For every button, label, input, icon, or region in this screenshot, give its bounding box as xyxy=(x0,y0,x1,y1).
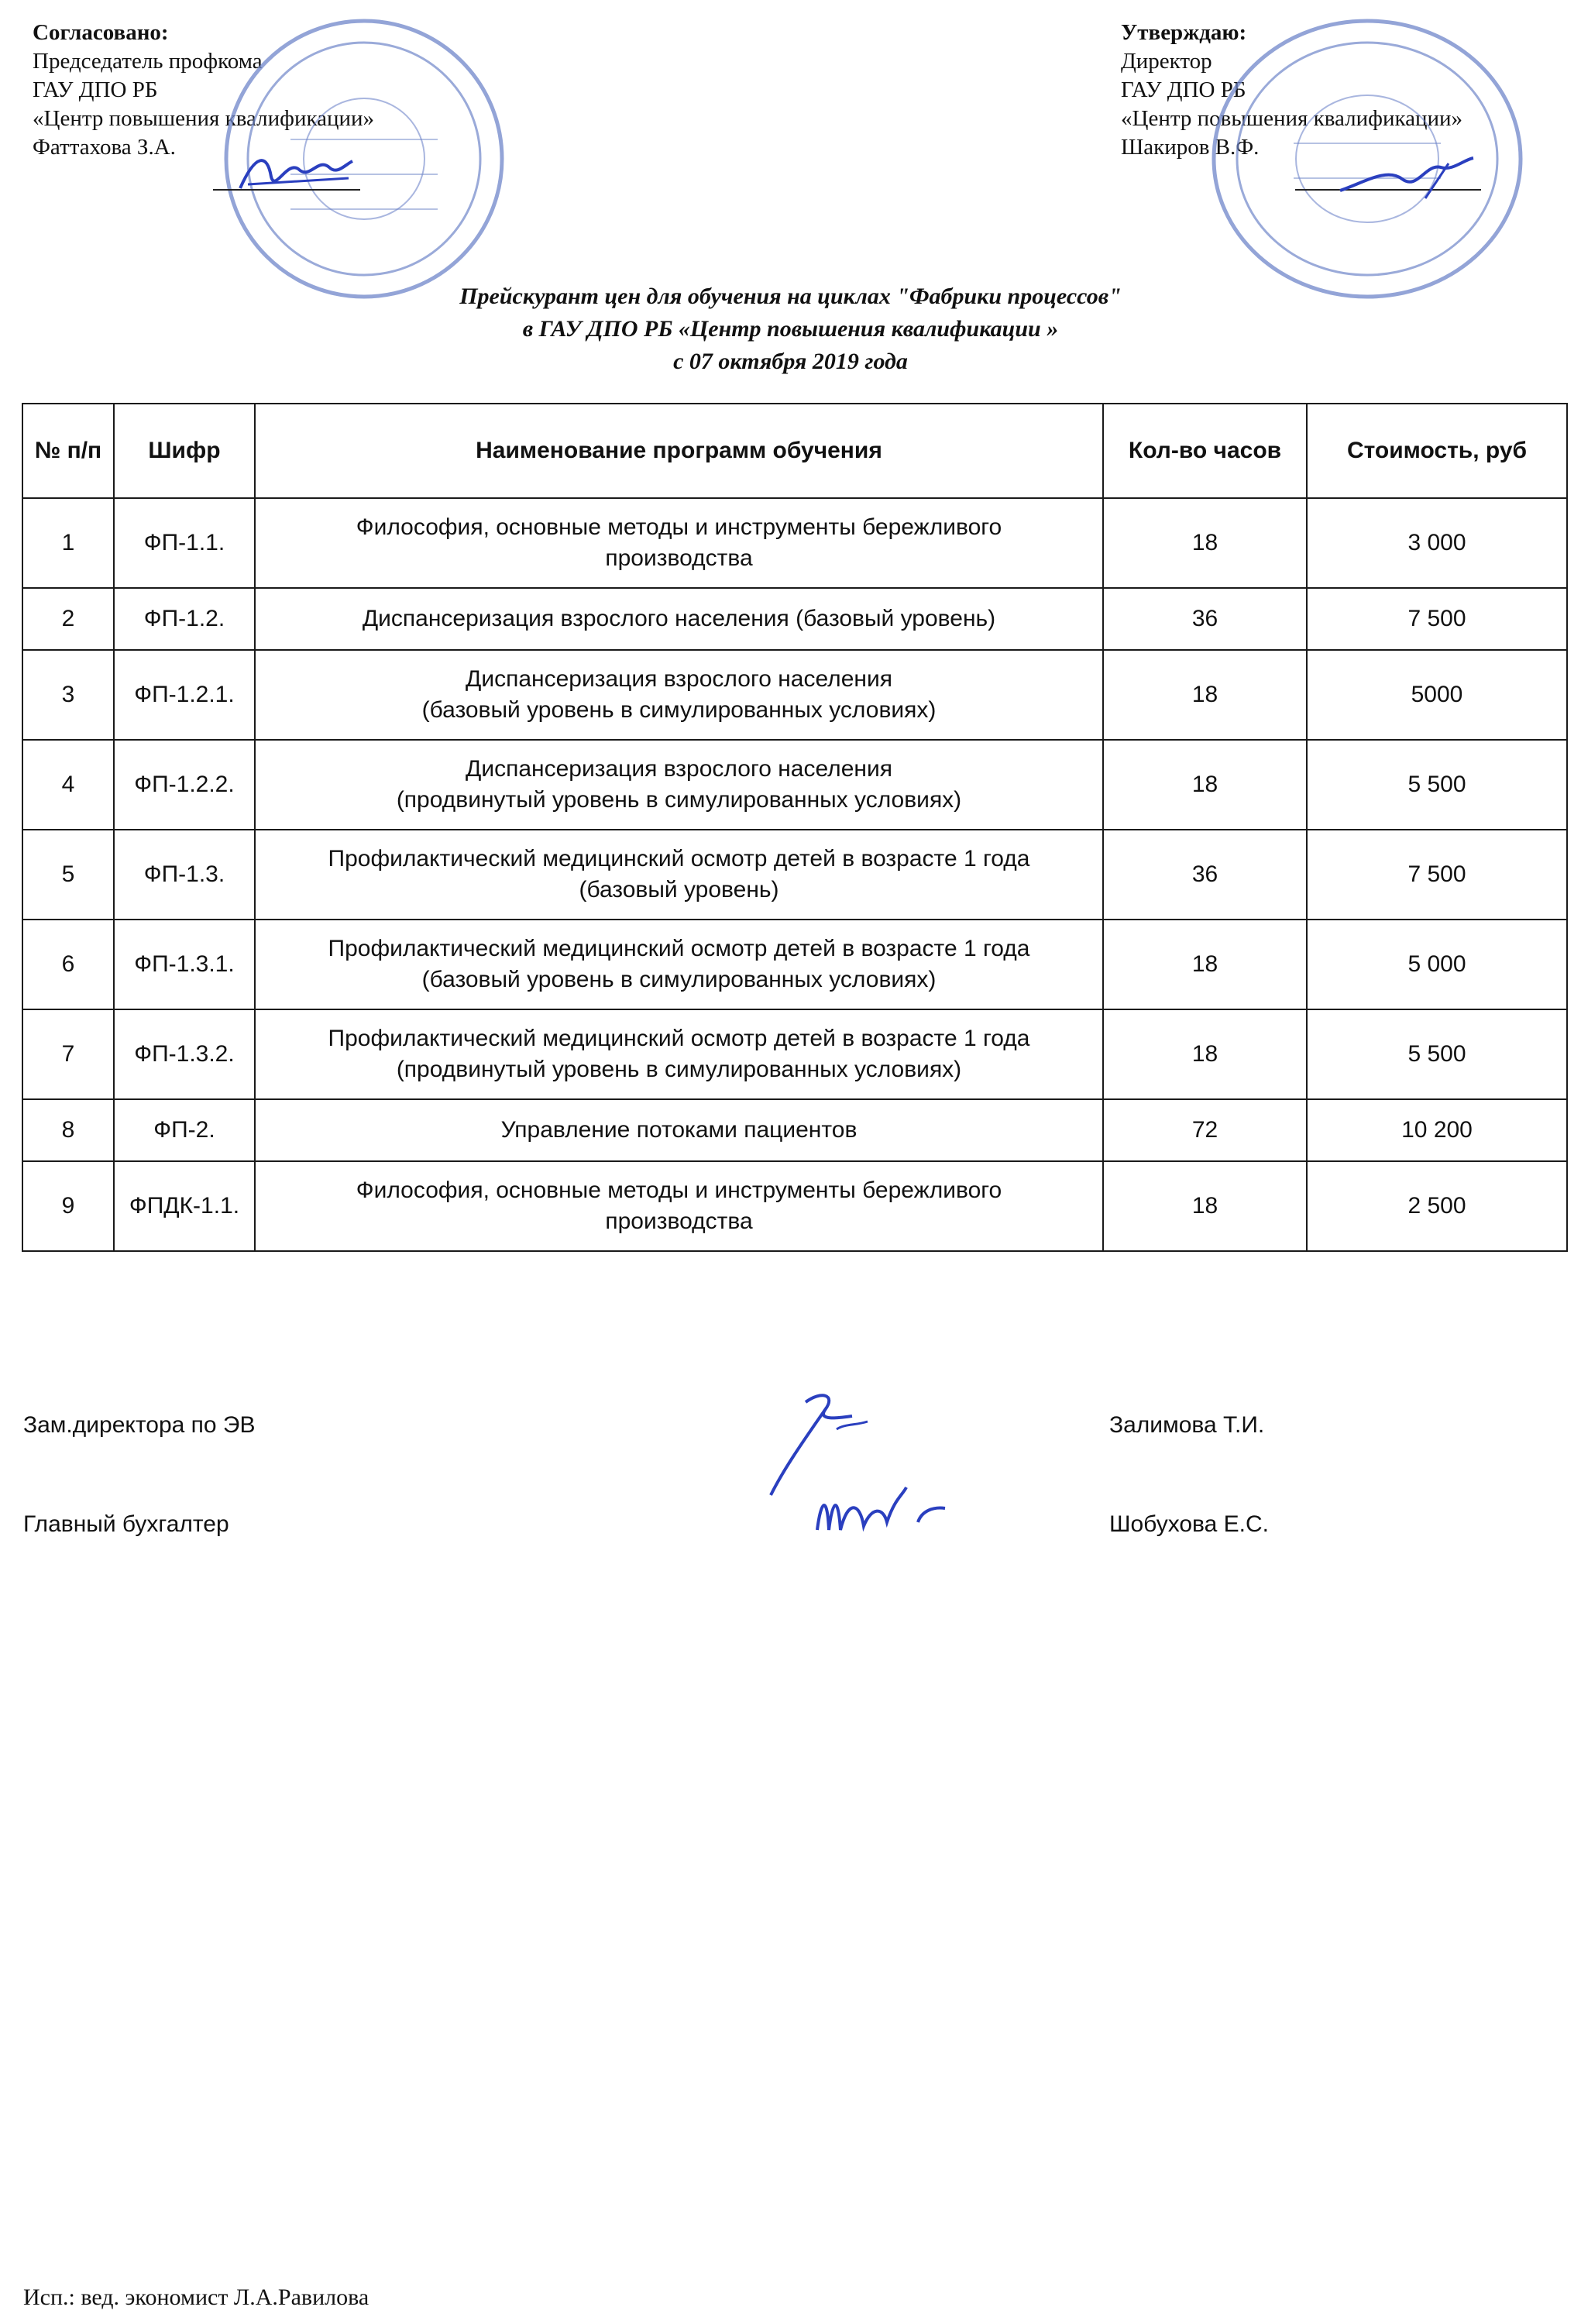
cell-hours: 36 xyxy=(1103,588,1307,650)
title-line-1: Прейскурант цен для обучения на циклах "Фабрики процессов" xyxy=(459,284,1122,309)
table-row xyxy=(22,1009,1567,1099)
cell-cost: 10 200 xyxy=(1307,1099,1567,1161)
cell-code: ФП-2. xyxy=(114,1099,255,1161)
cell-code: ФП-1.1. xyxy=(114,498,255,588)
name-line: (продвинутый уровень в симулированных условиях) xyxy=(396,787,962,813)
table-row xyxy=(22,1099,1567,1161)
cell-code: ФПДК-1.1. xyxy=(114,1161,255,1251)
name-line: Управление потоками пациентов xyxy=(500,1117,858,1143)
cell-num: 7 xyxy=(22,1009,114,1099)
approval-line: «Центр повышения квалификации» xyxy=(1121,106,1463,131)
header-hours: Кол-во часов xyxy=(1103,404,1307,498)
cell-cost: 5 000 xyxy=(1307,920,1567,1009)
cell-cost: 5 500 xyxy=(1307,1009,1567,1099)
table-row xyxy=(22,588,1567,650)
cell-hours: 18 xyxy=(1103,650,1307,740)
approval-heading: Утверждаю: xyxy=(1121,20,1247,45)
executor-note: Исп.: вед. экономист Л.А.Равилова xyxy=(23,2284,369,2310)
table-row xyxy=(22,498,1567,588)
name-line: Диспансеризация взрослого населения xyxy=(466,756,892,782)
cell-name xyxy=(255,830,1103,920)
name-line: Профилактический медицинский осмотр детей в возрасте 1 года xyxy=(328,846,1030,871)
table-row xyxy=(22,650,1567,740)
name-line: производства xyxy=(605,545,753,571)
header-name: Наименование программ обучения xyxy=(255,404,1103,498)
cell-hours: 72 xyxy=(1103,1099,1307,1161)
cell-code: ФП-1.3. xyxy=(114,830,255,920)
title-line-3: с 07 октября 2019 года xyxy=(673,349,908,374)
signature-chairman xyxy=(232,146,356,200)
name-line: Диспансеризация взрослого населения (базовый уровень) xyxy=(362,606,996,631)
cell-cost: 7 500 xyxy=(1307,830,1567,920)
approval-line: Фаттахова З.А. xyxy=(33,135,176,160)
cell-num: 8 xyxy=(22,1099,114,1161)
price-table xyxy=(22,403,1568,1252)
cell-hours: 18 xyxy=(1103,498,1307,588)
name-line: (базовый уровень в симулированных условиях) xyxy=(421,697,937,723)
approval-line: ГАУ ДПО РБ xyxy=(33,77,158,102)
header-code: Шифр xyxy=(114,404,255,498)
cell-code: ФП-1.2.2. xyxy=(114,740,255,830)
cell-cost: 5 500 xyxy=(1307,740,1567,830)
cell-name xyxy=(255,1099,1103,1161)
cell-hours: 18 xyxy=(1103,920,1307,1009)
deputy-director-name: Залимова Т.И. xyxy=(1109,1412,1265,1438)
approval-line: Директор xyxy=(1121,49,1212,74)
approval-line: ГАУ ДПО РБ xyxy=(1121,77,1246,102)
table-row xyxy=(22,920,1567,1009)
cell-num: 5 xyxy=(22,830,114,920)
cell-name xyxy=(255,498,1103,588)
table-row xyxy=(22,830,1567,920)
approval-line: Председатель профкома xyxy=(33,49,263,74)
name-line: (базовый уровень) xyxy=(579,877,779,902)
cell-num: 6 xyxy=(22,920,114,1009)
table-row xyxy=(22,740,1567,830)
cell-name xyxy=(255,1161,1103,1251)
cell-num: 4 xyxy=(22,740,114,830)
cell-name xyxy=(255,1009,1103,1099)
approval-line: «Центр повышения квалификации» xyxy=(33,106,375,131)
table-row xyxy=(22,1161,1567,1251)
name-line: Диспансеризация взрослого населения xyxy=(466,666,892,692)
header-cost: Стоимость, руб xyxy=(1307,404,1567,498)
name-line: Философия, основные методы и инструменты бережливого xyxy=(356,1177,1002,1203)
cell-num: 9 xyxy=(22,1161,114,1251)
name-line: Профилактический медицинский осмотр детей в возрасте 1 года xyxy=(328,936,1030,961)
name-line: (базовый уровень в симулированных условиях) xyxy=(421,967,937,992)
chief-accountant-title: Главный бухгалтер xyxy=(23,1511,229,1537)
table-header-row xyxy=(22,404,1567,498)
cell-num: 2 xyxy=(22,588,114,650)
name-line: (продвинутый уровень в симулированных условиях) xyxy=(396,1057,962,1082)
cell-cost: 3 000 xyxy=(1307,498,1567,588)
approval-heading: Согласовано: xyxy=(33,20,169,45)
cell-cost: 5000 xyxy=(1307,650,1567,740)
cell-num: 1 xyxy=(22,498,114,588)
name-line: Философия, основные методы и инструменты бережливого xyxy=(356,514,1002,540)
name-line: производства xyxy=(605,1208,753,1234)
document-title xyxy=(0,280,1581,378)
cell-code: ФП-1.2. xyxy=(114,588,255,650)
cell-cost: 7 500 xyxy=(1307,588,1567,650)
cell-name xyxy=(255,920,1103,1009)
cell-num: 3 xyxy=(22,650,114,740)
cell-code: ФП-1.3.2. xyxy=(114,1009,255,1099)
cell-code: ФП-1.2.1. xyxy=(114,650,255,740)
cell-name xyxy=(255,650,1103,740)
signature-director xyxy=(1332,152,1480,206)
cell-hours: 36 xyxy=(1103,830,1307,920)
cell-hours: 18 xyxy=(1103,740,1307,830)
signature-chief-accountant xyxy=(806,1476,961,1545)
cell-name xyxy=(255,740,1103,830)
header-num: № п/п xyxy=(22,404,114,498)
cell-name xyxy=(255,588,1103,650)
chief-accountant-name: Шобухова Е.С. xyxy=(1109,1511,1270,1537)
cell-code: ФП-1.3.1. xyxy=(114,920,255,1009)
title-line-2: в ГАУ ДПО РБ «Центр повышения квалификации » xyxy=(522,316,1059,342)
cell-hours: 18 xyxy=(1103,1161,1307,1251)
cell-cost: 2 500 xyxy=(1307,1161,1567,1251)
name-line: Профилактический медицинский осмотр детей в возрасте 1 года xyxy=(328,1026,1030,1051)
approval-line: Шакиров В.Ф. xyxy=(1121,135,1260,160)
deputy-director-title: Зам.директора по ЭВ xyxy=(23,1412,256,1438)
cell-hours: 18 xyxy=(1103,1009,1307,1099)
